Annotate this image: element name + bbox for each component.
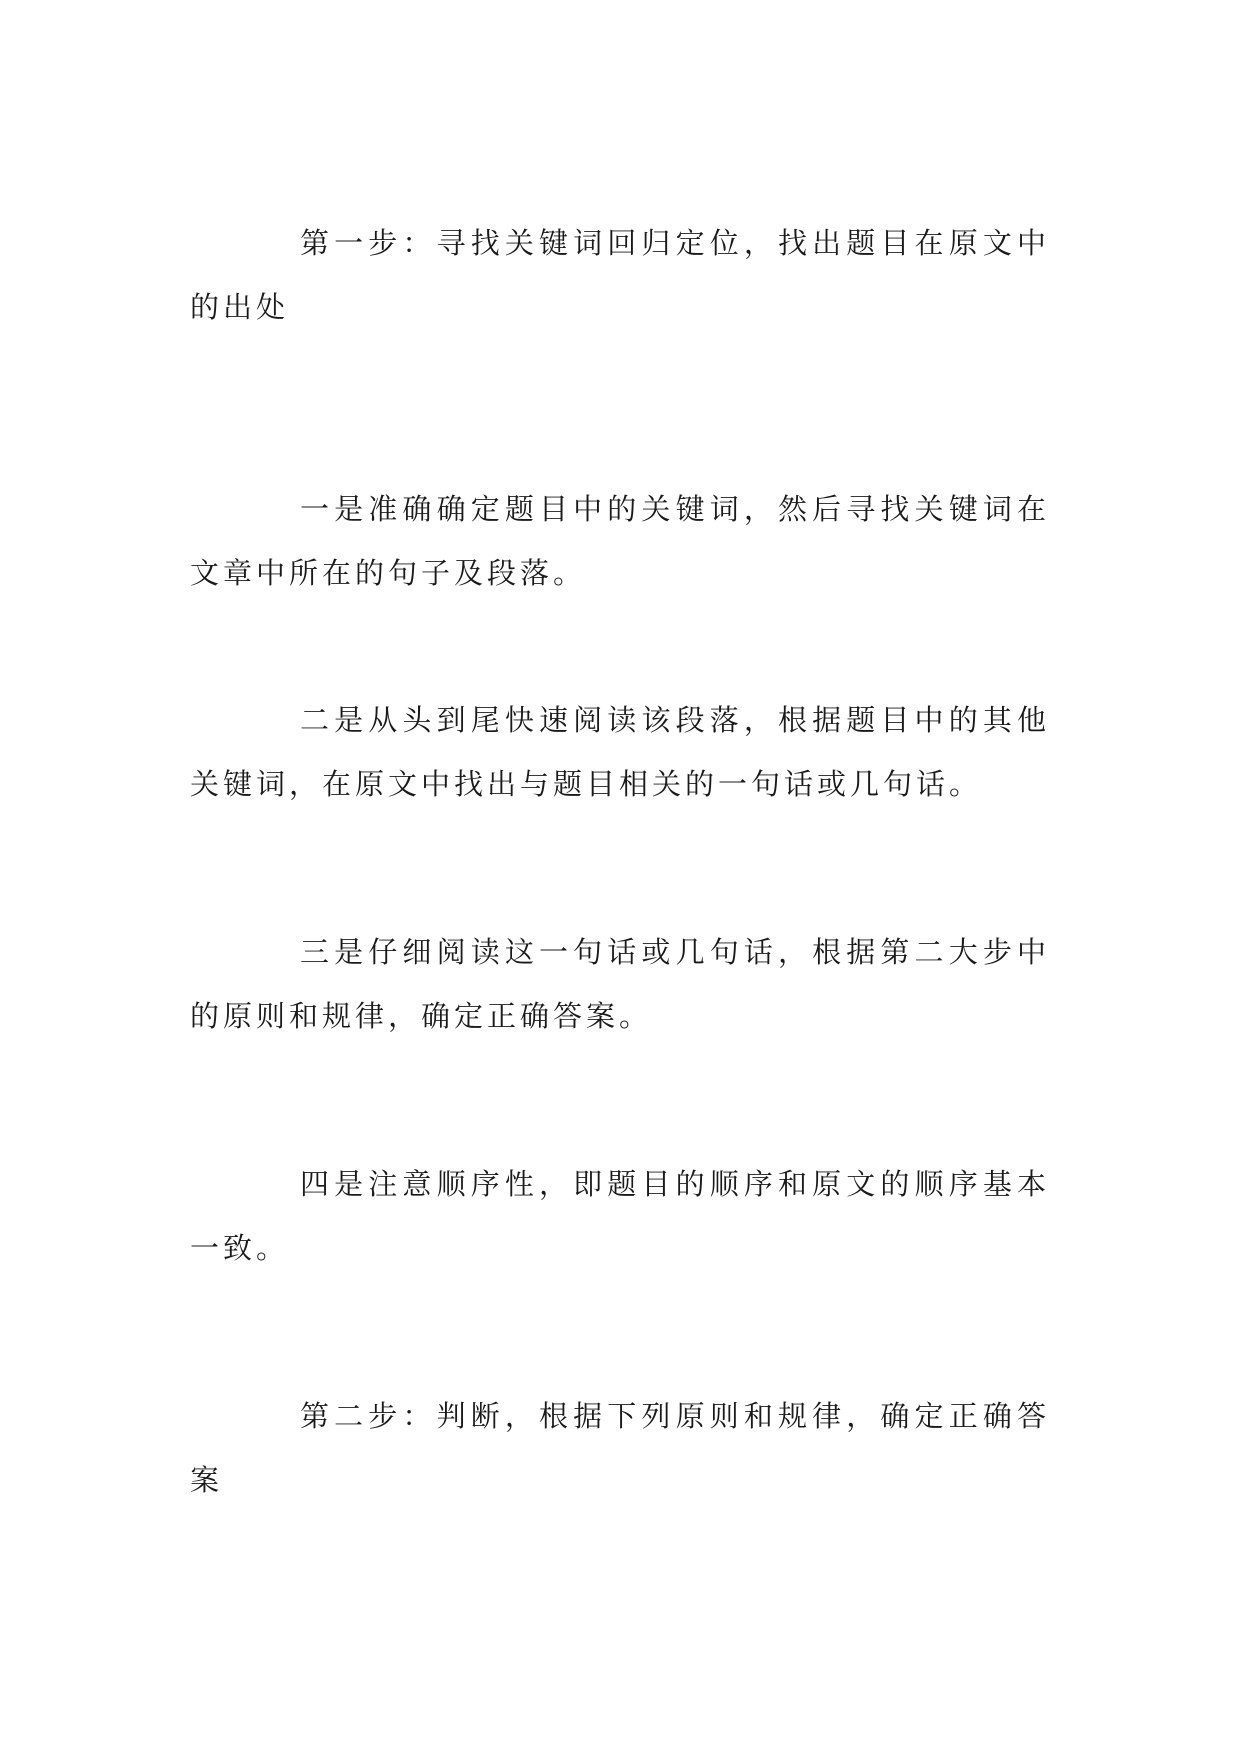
- paragraph-point-two: 二是从头到尾快速阅读该段落，根据题目中的其他关键词，在原文中找出与题目相关的一句话或几句话。: [190, 703, 1050, 801]
- paragraph-step-one: 第一步：寻找关键词回归定位，找出题目在原文中的出处: [190, 226, 1050, 324]
- paragraph-point-one: 一是准确确定题目中的关键词，然后寻找关键词在文章中所在的句子及段落。: [190, 492, 1050, 590]
- paragraph-point-four: 四是注意顺序性，即题目的顺序和原文的顺序基本一致。: [190, 1167, 1050, 1265]
- paragraph-point-three: 三是仔细阅读这一句话或几句话，根据第二大步中的原则和规律，确定正确答案。: [190, 935, 1050, 1033]
- paragraph-step-two: 第二步：判断，根据下列原则和规律，确定正确答案: [190, 1399, 1050, 1497]
